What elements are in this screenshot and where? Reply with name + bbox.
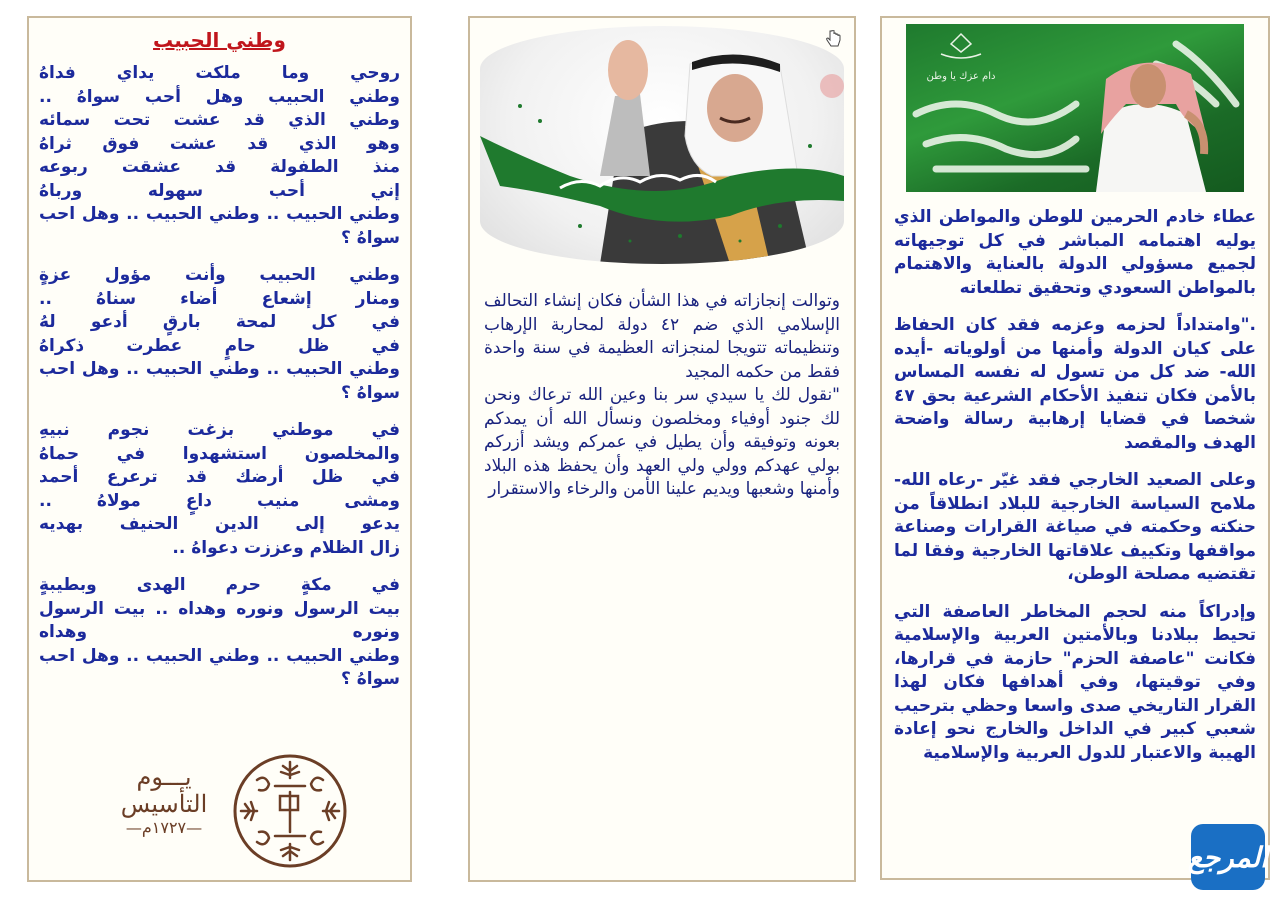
poem-line: في كل لمحة بارقٍ أدعو لهُ: [39, 312, 400, 332]
poem-line: وطني الحبيب .. وطني الحبيب .. وهل احب: [39, 359, 400, 379]
founding-seal-icon: [231, 752, 349, 870]
poem-line: والمخلصون استشهدوا في حماهُ: [39, 443, 400, 464]
poem-line: وطني الذي قد عشت تحت سمائه: [39, 110, 400, 130]
almarja-logo: المرجع: [1191, 824, 1265, 890]
foreign-policy-paragraph: وعلى الصعيد الخارجي فقد غيّر -رعاه الله- ملامح السياسة الخارجية للبلاد انطلاقاً من حنكته وحكمته في صياغة القرارات وصناعة مواقفها وتكييف علاقاتها الخارجية وفقا لما تقتضيه مصلحة الوطن،: [894, 470, 1256, 584]
security-paragraph: ."وامتداداً لحزمه وعزمه فقد كان الحفاظ على كيان الدولة وأمنها من أولوياته -أيده الله- ضد كل من تسول له نفسه المساس بالأمن فكان تنفيذ الأحكام الشرعية بحق ٤٧ شخصا في قضايا إرهابية رسالة واضحة الهدف والمقصد: [894, 315, 1256, 453]
poem-line: سواهُ ؟: [340, 382, 400, 403]
pledge-paragraph: "نقول لك يا سيدي سر بنا وعين الله ترعاك ونحن لك جنود أوفياء ومخلصون ونسأل الله أن يمدكم بعونه وتوفيقه وأن يطيل في عمركم ويشد أزركم بولي عهدكم وولي ولي العهد وأن يحفظ هذه البلاد وأمنها وشعبها ويديم علينا الأمن والرخاء والاستقرار: [484, 385, 840, 499]
founding-day-year: —١٧٢٧م—: [125, 818, 203, 837]
founding-day-emblem: [89, 750, 359, 870]
poem-line: في موطني بزغت نجوم نبيهِ: [39, 420, 400, 440]
poem-line: زال الظلام وعززت دعواهُ ..: [172, 537, 400, 558]
flag-slogan: دام عزك يا وطن: [926, 71, 996, 82]
founding-day-word: التأسيس: [120, 790, 208, 818]
poem-line: ونوره وهداه: [39, 622, 400, 642]
poem-line: سواهُ ؟: [340, 227, 400, 248]
saudi-flag-illustration: [906, 24, 1244, 192]
king-achievements-panel: [880, 16, 1270, 880]
poem-line: وهو الذي قد عشت فوق ثراهُ: [39, 133, 400, 154]
poem-line: بيت الرسول ونوره وهداه .. بيت الرسول: [39, 598, 400, 619]
poem-line: وطني الحبيب .. وطني الحبيب .. وهل احب: [39, 645, 400, 666]
poem-line: وطني الحبيب وأنت مؤول عزةٍ: [39, 265, 400, 285]
king-photo-illustration: [480, 26, 844, 264]
citizen-care-paragraph: عطاء خادم الحرمين للوطن والمواطن الذي يوليه اهتمامه المباشر في كل توجيهاته لجميع مسؤولي الدولة بالعناية والاهتمام بالمواطن السعودي وتحقيق تطلعاته: [894, 207, 1256, 298]
poem-line: في ظل أرضك قد ترعرع أحمد: [39, 467, 400, 487]
poem-line: في مكةٍ حرم الهدى وبطيبةٍ: [39, 575, 400, 595]
achievements-panel: [468, 16, 856, 882]
poem-line: روحي وما ملكت يداي فداهُ: [39, 63, 400, 83]
poem-line: وطني الحبيب .. وطني الحبيب .. وهل احب: [39, 204, 400, 224]
poem-line: ومشى منيب داعٍ مولاهُ ..: [39, 490, 400, 511]
king-achievements-body: [894, 206, 1256, 779]
poem-stanza: [39, 62, 400, 250]
decisive-storm-paragraph: وإدراكاً منه لحجم المخاطر العاصفة التي تحيط ببلادنا وبالأمتين العربية والإسلامية فكانت "عاصفة الحزم" حازمة في قرارها، وفي توقيتها، وفي أهدافها فكان لهذا القرار التاريخي صدى واسعا وحظي بترحيب شعبي كبير في الداخل والخارج نحو إعادة الهيبة والاعتبار للدول العربية والإسلامية: [894, 601, 1256, 763]
achievements-paragraph: وتوالت إنجازاته في هذا الشأن فكان إنشاء التحالف الإسلامي الذي ضم ٤٢ دولة لمحاربة الإرهاب وتنظيماته تتويجا لمنجزاته العظيمة في سنة واحدة فقط من حكمه المجيد: [484, 291, 840, 382]
poem-title: وطني الحبيب: [153, 28, 286, 52]
founding-day-word: يـــوم: [136, 763, 192, 791]
hand-pointer-cursor-icon: [825, 30, 841, 48]
poem-body: [39, 62, 400, 706]
founding-day-wordmark: [99, 764, 229, 838]
poem-line: وطني الحبيب وهل أحب سواهُ ..: [39, 86, 400, 107]
poem-line: ومنار إشعاع أضاء سناهُ ..: [39, 288, 400, 309]
poem-line: منذ الطفولة قد عشقت ربوعه: [39, 157, 400, 177]
poem-stanza: [39, 419, 400, 560]
poem-stanza: [39, 264, 400, 405]
poem-line: في ظل حامٍ عطرت ذكراهُ: [39, 335, 400, 356]
poem-line: سواهُ ؟: [340, 669, 400, 689]
poem-line: إني أحب سهوله ورباهُ: [39, 180, 400, 201]
poem-panel: [27, 16, 412, 882]
king-flag-photo: [906, 24, 1244, 192]
achievements-body: [484, 290, 840, 502]
poem-line: يدعو إلى الدين الحنيف بهديه: [39, 514, 400, 534]
king-waving-photo: [480, 26, 844, 264]
poem-stanza: [39, 574, 400, 692]
